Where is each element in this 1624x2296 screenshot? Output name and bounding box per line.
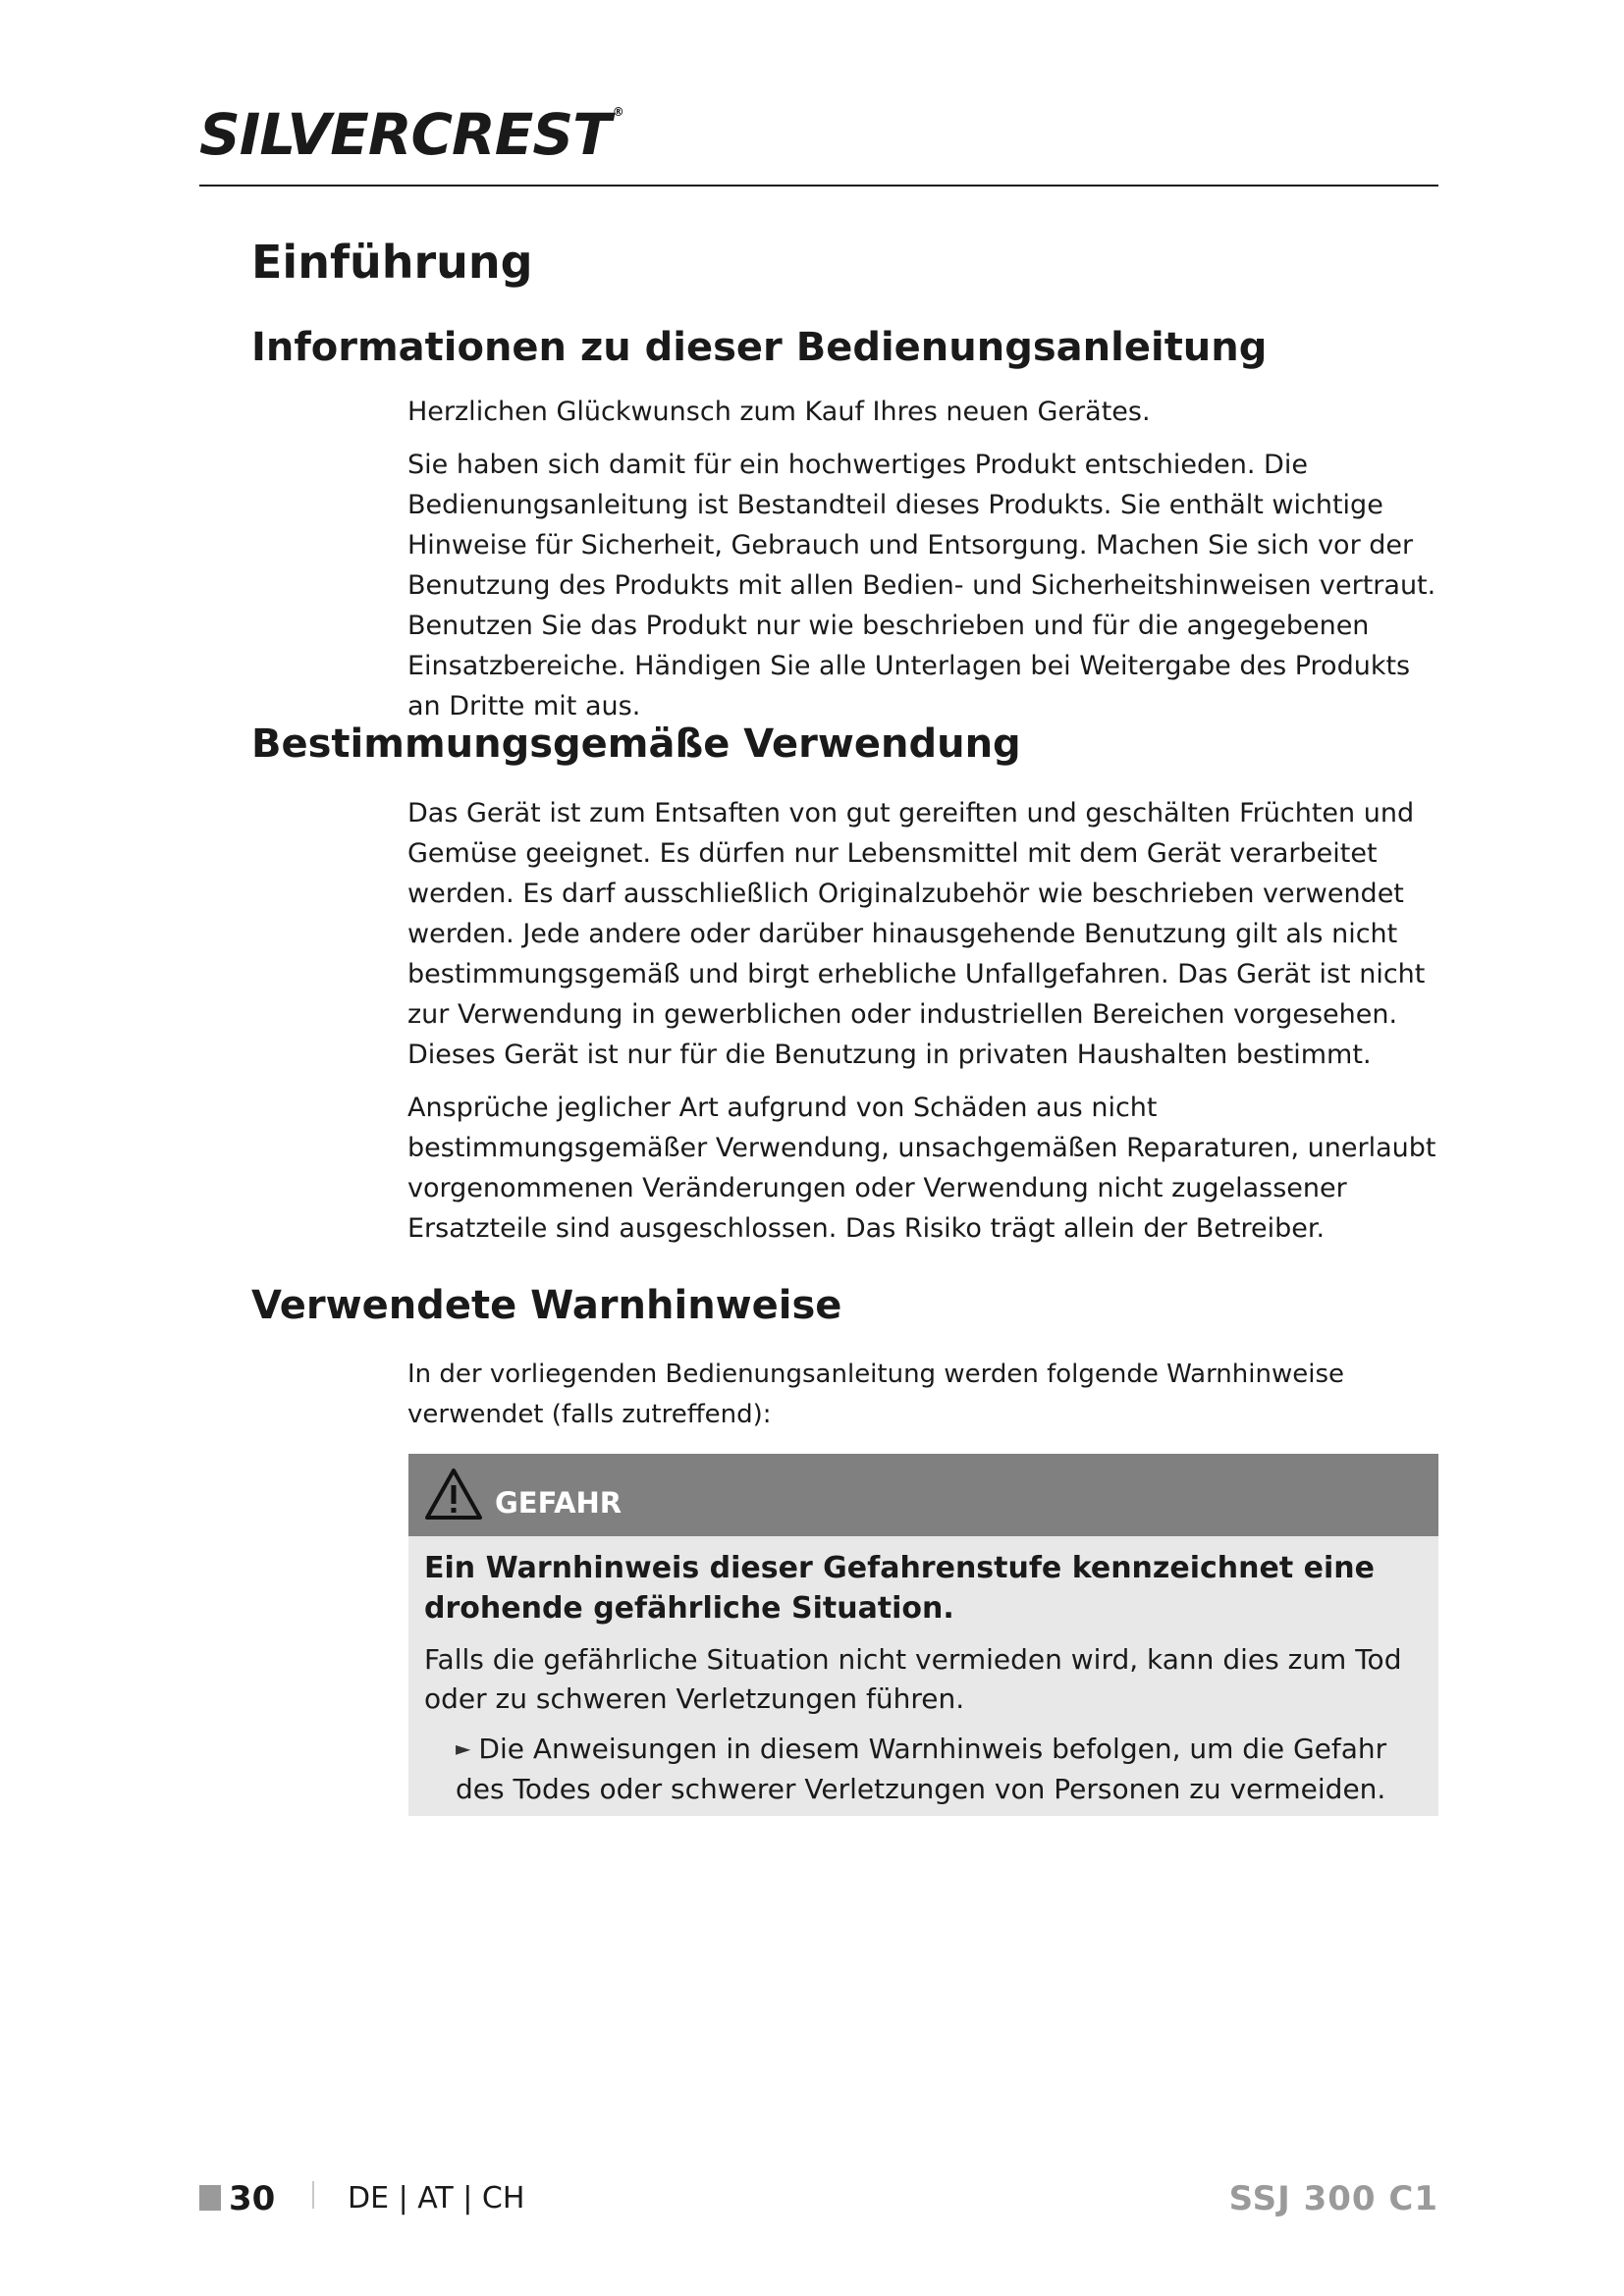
page-title: Einführung [251, 236, 533, 289]
warning-step [456, 1729, 1408, 1809]
warning-triangle-icon [424, 1468, 483, 1521]
warning-step-text: Die Anweisungen in diesem Warnhinweis befolgen, um die Gefahr des Todes oder schwerer Verletzungen von Personen zu vermeiden. [456, 1733, 1387, 1805]
warn-intro [407, 1355, 1438, 1448]
model-number: SSJ 300 C1 [1228, 2179, 1438, 2218]
header-rule [199, 185, 1438, 187]
warning-text: Falls die gefährliche Situation nicht vermieden wird, kann dies zum Tod oder zu schweren Verletzungen führen. [424, 1643, 1402, 1715]
use-paragraph: Ansprüche jeglicher Art aufgrund von Schäden aus nicht bestimmungsgemäßer Verwendung, unsachgemäßen Reparaturen, unerlaubt vorgenommenen Veränderungen oder Verwendung nicht zugelassener Ersatzteile sind ausgeschlossen. Das Risiko trägt allein der Betreiber. [407, 1093, 1436, 1244]
brand-logo [199, 101, 623, 168]
warn-heading: Verwendete Warnhinweise [251, 1283, 842, 1328]
info-paragraph: Sie haben sich damit für ein hochwertiges Produkt entschieden. Die Bedienungsanleitung ist Bestandteil dieses Produkts. Sie enthält wichtige Hinweise für Sicherheit, Gebrauch und Entsorgung. Machen Sie sich vor der Benutzung des Produkts mit allen Bedien- und Sicherheitshinweisen vertraut. Benutzen Sie das Produkt nur wie beschrieben und für die angegebenen Einsatzbereiche. Händigen Sie alle Unterlagen bei Weitergabe des Produkts an Dritte mit aus. [407, 450, 1436, 721]
footer-square-icon [199, 2185, 221, 2211]
use-body [407, 793, 1438, 1261]
footer-divider [312, 2181, 314, 2209]
warn-intro-text: In der vorliegenden Bedienungsanleitung werden folgende Warnhinweise verwendet (falls zutreffend): [407, 1360, 1344, 1429]
info-body [407, 392, 1438, 739]
info-heading: Informationen zu dieser Bedienungsanleitung [251, 325, 1268, 370]
use-heading: Bestimmungsgemäße Verwendung [251, 721, 1021, 767]
use-paragraph: Das Gerät ist zum Entsaften von gut gereiften und geschälten Früchten und Gemüse geeignet. Es dürfen nur Lebensmittel mit dem Gerät verarbeitet werden. Es darf ausschließlich Originalzubehör wie beschrieben verwendet werden. Jede andere oder darüber hinausgehende Benutzung gilt als nicht bestimmungsgemäß und birgt erhebliche Unfallgefahren. Das Gerät ist nicht zur Verwendung in gewerblichen oder industriellen Bereichen vorgesehen. Dieses Gerät ist nur für die Benutzung in privaten Haushalten bestimmt. [407, 798, 1426, 1070]
warning-lead: Ein Warnhinweis dieser Gefahrenstufe kennzeichnet eine drohende gefährliche Situation. [424, 1551, 1375, 1626]
language-codes: DE | AT | CH [348, 2181, 525, 2216]
arrow-right-icon: ► [456, 1736, 471, 1760]
brand-logo-text: SILVERCREST [199, 101, 611, 168]
page-footer [0, 2177, 1624, 2226]
page-number: 30 [229, 2179, 276, 2218]
warning-header [408, 1454, 1438, 1536]
info-paragraph: Herzlichen Glückwunsch zum Kauf Ihres neuen Gerätes. [407, 397, 1151, 427]
registered-mark: ® [612, 105, 623, 119]
danger-warning-box [408, 1454, 1438, 1816]
warning-level: GEFAHR [495, 1486, 623, 1520]
